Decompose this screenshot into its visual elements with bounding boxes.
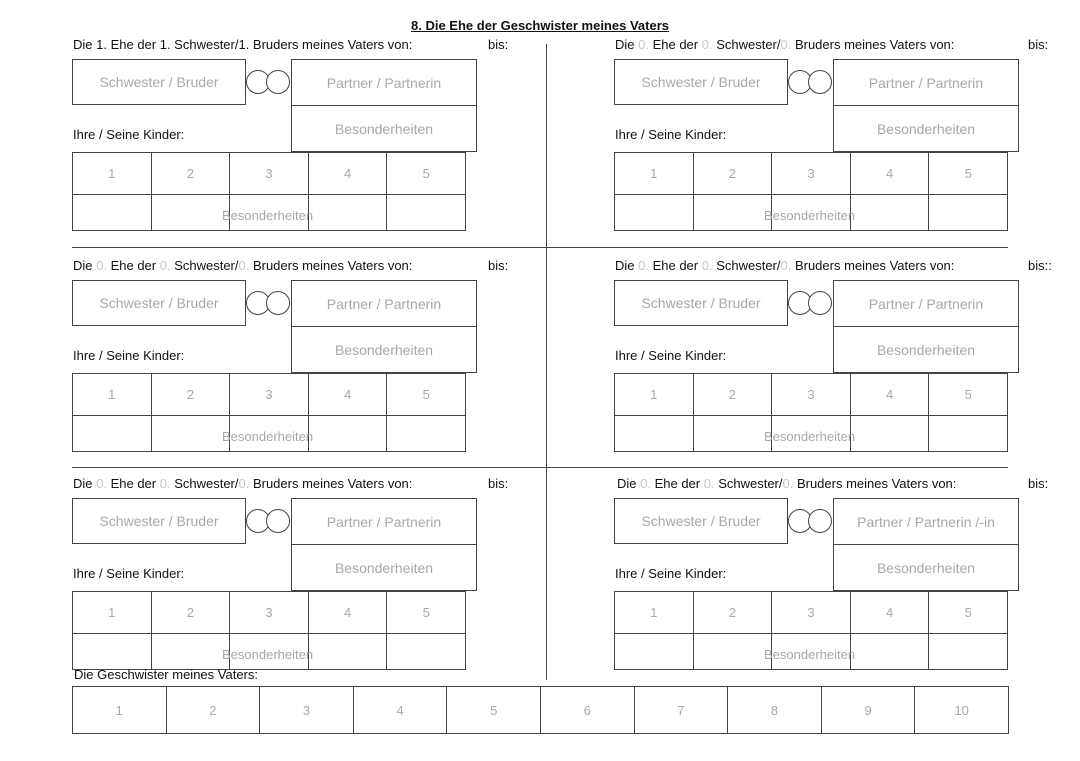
- children-label: Ihre / Seine Kinder:: [615, 348, 727, 363]
- sibling-field[interactable]: Schwester / Bruder: [72, 59, 246, 105]
- partner-field[interactable]: Partner / Partnerin: [833, 59, 1019, 106]
- partner-field[interactable]: Partner / Partnerin: [291, 280, 477, 327]
- child-cell[interactable]: 5: [386, 591, 466, 634]
- wedding-ring-icon: [266, 70, 290, 94]
- children-label: Ihre / Seine Kinder:: [615, 566, 727, 581]
- header-text: Die: [73, 476, 97, 491]
- sibling-cell[interactable]: 9: [821, 686, 916, 734]
- child-cell[interactable]: 4: [308, 152, 388, 195]
- header-text: Schwester/: [712, 37, 781, 52]
- ordinal-placeholder: 0.: [638, 37, 649, 52]
- row-divider-1: [72, 247, 1008, 248]
- header-text: Schwester/: [170, 258, 239, 273]
- child-cell[interactable]: 3: [771, 591, 851, 634]
- children-notes-label: Besonderheiten: [222, 429, 314, 444]
- children-label: Ihre / Seine Kinder:: [73, 127, 185, 142]
- header-text: Schwester/: [712, 258, 781, 273]
- child-cell[interactable]: 1: [614, 373, 694, 416]
- child-notes-cell[interactable]: [386, 194, 466, 231]
- child-notes-cell[interactable]: [693, 415, 773, 452]
- child-cell[interactable]: 1: [72, 591, 152, 634]
- partner-notes-field[interactable]: Besonderheiten: [291, 105, 477, 152]
- ordinal-placeholder: 0.: [159, 258, 171, 273]
- marriage-header: [73, 258, 412, 273]
- child-cell[interactable]: 1: [72, 373, 152, 416]
- header-text: Bruders meines Vaters von:: [791, 37, 955, 52]
- partner-notes-field[interactable]: Besonderheiten: [291, 544, 477, 591]
- sibling-field[interactable]: Schwester / Bruder: [614, 280, 788, 326]
- marriage-header: [617, 476, 956, 491]
- child-cell[interactable]: 4: [308, 591, 388, 634]
- child-cell[interactable]: 2: [693, 591, 773, 634]
- until-label: bis:: [488, 37, 509, 52]
- sibling-field[interactable]: Schwester / Bruder: [614, 59, 788, 105]
- until-label: bis:: [1028, 37, 1049, 52]
- header-text: Ehe der: [648, 37, 702, 52]
- child-cell[interactable]: 2: [693, 152, 773, 195]
- ordinal-placeholder: 0.: [703, 476, 715, 491]
- header-text: Schwester/: [714, 476, 783, 491]
- partner-field[interactable]: Partner / Partnerin /-in: [833, 498, 1019, 545]
- ordinal-placeholder: 0.: [701, 37, 713, 52]
- partner-notes-field[interactable]: Besonderheiten: [291, 326, 477, 373]
- child-cell[interactable]: 3: [229, 373, 309, 416]
- child-cell[interactable]: 5: [386, 152, 466, 195]
- children-notes-label: Besonderheiten: [222, 647, 314, 662]
- child-notes-cell[interactable]: [72, 194, 152, 231]
- child-notes-cell[interactable]: [386, 415, 466, 452]
- child-cell[interactable]: 4: [850, 591, 930, 634]
- sibling-cell[interactable]: 7: [634, 686, 729, 734]
- ordinal-placeholder: 0.: [640, 476, 651, 491]
- sibling-cell[interactable]: 5: [446, 686, 541, 734]
- until-label: bis:: [1028, 476, 1049, 491]
- row-divider-2: [72, 467, 1008, 468]
- partner-field[interactable]: Partner / Partnerin: [291, 498, 477, 545]
- header-text: Bruders meines Vaters von:: [249, 258, 413, 273]
- header-text: Ehe der: [106, 258, 160, 273]
- child-cell[interactable]: 3: [771, 373, 851, 416]
- header-text: Bruders meines Vaters von:: [793, 476, 957, 491]
- wedding-ring-icon: [808, 70, 832, 94]
- header-text: Bruders meines Vaters von:: [249, 476, 413, 491]
- sibling-cell[interactable]: 1: [72, 686, 167, 734]
- until-label: bis:: [488, 258, 509, 273]
- wedding-ring-icon: [266, 509, 290, 533]
- child-cell[interactable]: 2: [693, 373, 773, 416]
- wedding-ring-icon: [808, 509, 832, 533]
- child-cell[interactable]: 1: [72, 152, 152, 195]
- children-notes-label: Besonderheiten: [764, 429, 856, 444]
- child-notes-cell[interactable]: [850, 194, 930, 231]
- child-cell[interactable]: 5: [928, 591, 1008, 634]
- header-text: Die: [615, 258, 639, 273]
- until-label: bis::: [1028, 258, 1052, 273]
- sibling-cell[interactable]: 8: [727, 686, 822, 734]
- sibling-cell[interactable]: 6: [540, 686, 635, 734]
- header-text: Bruders meines Vaters von:: [791, 258, 955, 273]
- child-cell[interactable]: 5: [386, 373, 466, 416]
- ordinal-placeholder: 0.: [782, 476, 794, 491]
- child-notes-cell[interactable]: [850, 633, 930, 670]
- header-text: Ehe der: [106, 476, 160, 491]
- child-notes-cell[interactable]: [151, 415, 231, 452]
- children-label: Ihre / Seine Kinder:: [73, 348, 185, 363]
- header-text: Die: [615, 37, 639, 52]
- center-divider: [546, 44, 547, 680]
- child-notes-cell[interactable]: [614, 415, 694, 452]
- child-notes-cell[interactable]: [386, 633, 466, 670]
- ordinal-placeholder: 0.: [780, 37, 792, 52]
- sibling-field[interactable]: Schwester / Bruder: [614, 498, 788, 544]
- child-cell[interactable]: 3: [229, 152, 309, 195]
- sibling-cell[interactable]: 10: [914, 686, 1009, 734]
- ordinal-placeholder: 0.: [638, 258, 649, 273]
- children-notes-label: Besonderheiten: [764, 647, 856, 662]
- partner-notes-field[interactable]: Besonderheiten: [833, 544, 1019, 591]
- siblings-grid: [72, 686, 1008, 733]
- child-notes-cell[interactable]: [72, 633, 152, 670]
- child-cell[interactable]: 4: [850, 373, 930, 416]
- children-notes-label: Besonderheiten: [764, 208, 856, 223]
- sibling-cell[interactable]: 3: [259, 686, 354, 734]
- child-cell[interactable]: 5: [928, 152, 1008, 195]
- child-notes-cell[interactable]: [308, 194, 388, 231]
- ordinal-placeholder: 0.: [701, 258, 713, 273]
- children-label: Ihre / Seine Kinder:: [615, 127, 727, 142]
- children-notes-label: Besonderheiten: [222, 208, 314, 223]
- children-label: Ihre / Seine Kinder:: [73, 566, 185, 581]
- marriage-header: [615, 37, 954, 52]
- sibling-field[interactable]: Schwester / Bruder: [72, 280, 246, 326]
- marriage-header: [615, 258, 954, 273]
- child-cell[interactable]: 1: [614, 152, 694, 195]
- child-notes-cell[interactable]: [308, 633, 388, 670]
- child-notes-cell[interactable]: [928, 415, 1008, 452]
- partner-field[interactable]: Partner / Partnerin: [291, 59, 477, 106]
- wedding-ring-icon: [808, 291, 832, 315]
- child-notes-cell[interactable]: [72, 415, 152, 452]
- child-cell[interactable]: 4: [308, 373, 388, 416]
- child-notes-cell[interactable]: [614, 194, 694, 231]
- ordinal-placeholder: 0.: [96, 476, 107, 491]
- marriage-header: [73, 37, 412, 52]
- ordinal-placeholder: 0.: [96, 258, 107, 273]
- header-text: Die 1. Ehe der 1. Schwester/1. Bruders meines Vaters von:: [73, 37, 413, 52]
- child-cell[interactable]: 1: [614, 591, 694, 634]
- page-title: 8. Die Ehe der Geschwister meines Vaters: [411, 18, 669, 33]
- header-text: Die: [617, 476, 641, 491]
- siblings-label: Die Geschwister meines Vaters:: [74, 667, 258, 682]
- child-notes-cell[interactable]: [308, 415, 388, 452]
- child-cell[interactable]: 2: [151, 591, 231, 634]
- until-label: bis:: [488, 476, 509, 491]
- sibling-cell[interactable]: 4: [353, 686, 448, 734]
- marriage-header: [73, 476, 412, 491]
- ordinal-placeholder: 0.: [238, 476, 250, 491]
- ordinal-placeholder: 0.: [238, 258, 250, 273]
- header-text: Ehe der: [650, 476, 704, 491]
- sibling-field[interactable]: Schwester / Bruder: [72, 498, 246, 544]
- partner-field[interactable]: Partner / Partnerin: [833, 280, 1019, 327]
- child-notes-cell[interactable]: [151, 194, 231, 231]
- child-notes-cell[interactable]: [614, 633, 694, 670]
- ordinal-placeholder: 0.: [780, 258, 792, 273]
- child-notes-cell[interactable]: [850, 415, 930, 452]
- header-text: Schwester/: [170, 476, 239, 491]
- child-notes-cell[interactable]: [151, 633, 231, 670]
- ordinal-placeholder: 0.: [159, 476, 171, 491]
- child-cell[interactable]: 5: [928, 373, 1008, 416]
- child-cell[interactable]: 2: [151, 152, 231, 195]
- child-cell[interactable]: 3: [771, 152, 851, 195]
- child-notes-cell[interactable]: [928, 194, 1008, 231]
- partner-notes-field[interactable]: Besonderheiten: [833, 326, 1019, 373]
- child-cell[interactable]: 4: [850, 152, 930, 195]
- child-notes-cell[interactable]: [693, 633, 773, 670]
- child-cell[interactable]: 3: [229, 591, 309, 634]
- child-notes-cell[interactable]: [693, 194, 773, 231]
- wedding-ring-icon: [266, 291, 290, 315]
- child-cell[interactable]: 2: [151, 373, 231, 416]
- header-text: Die: [73, 258, 97, 273]
- sibling-cell[interactable]: 2: [166, 686, 261, 734]
- child-notes-cell[interactable]: [928, 633, 1008, 670]
- header-text: Ehe der: [648, 258, 702, 273]
- partner-notes-field[interactable]: Besonderheiten: [833, 105, 1019, 152]
